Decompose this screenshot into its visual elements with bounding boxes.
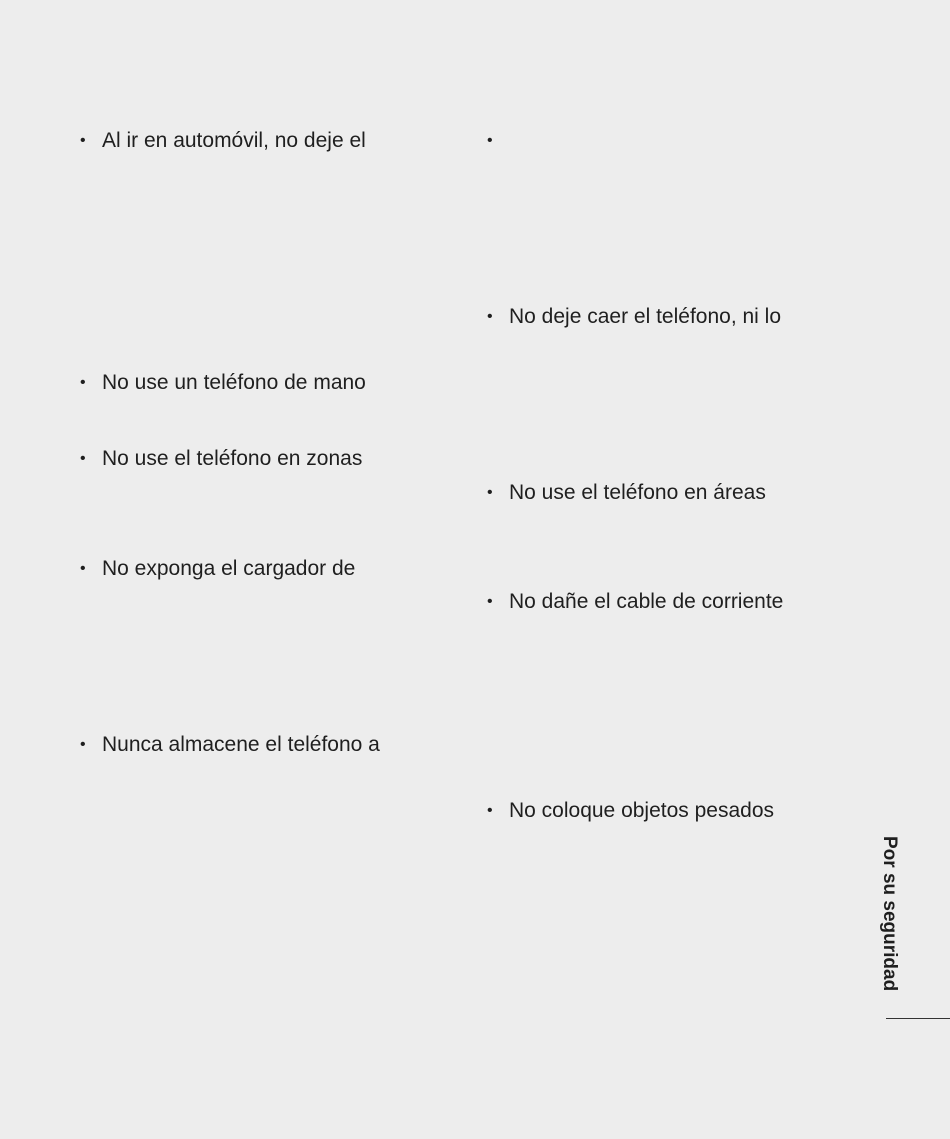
bullet-text: No use un teléfono de mano [102,371,366,394]
bullet-dot: • [80,736,86,753]
bullet-text: No dañe el cable de corriente [509,590,784,613]
bullet-text: Nunca almacene el teléfono a [102,733,380,756]
bullet-dot: • [487,308,493,325]
section-side-tab [871,836,907,1006]
bullet-dot: • [487,802,493,819]
bullet-dot: • [487,593,493,610]
bullet-text: Al ir en automóvil, no deje el [102,129,366,152]
bullet-dot: • [487,484,493,501]
bullet-dot: • [80,374,86,391]
bullet-text: No exponga el cargador de [102,557,356,580]
bullet-text: No deje caer el teléfono, ni lo [509,305,782,328]
bullet-text: No coloque objetos pesados [509,799,775,822]
bullet-dot: • [487,132,493,149]
bullet-text: No use el teléfono en zonas [102,447,363,470]
section-tab-rule [886,1018,950,1019]
bullet-dot: • [80,132,86,149]
bullet-text: No use el teléfono en áreas [509,481,766,504]
bullet-dot: • [80,450,86,467]
section-side-tab-label: Por su seguridad [879,836,900,992]
bullet-dot: • [80,560,86,577]
